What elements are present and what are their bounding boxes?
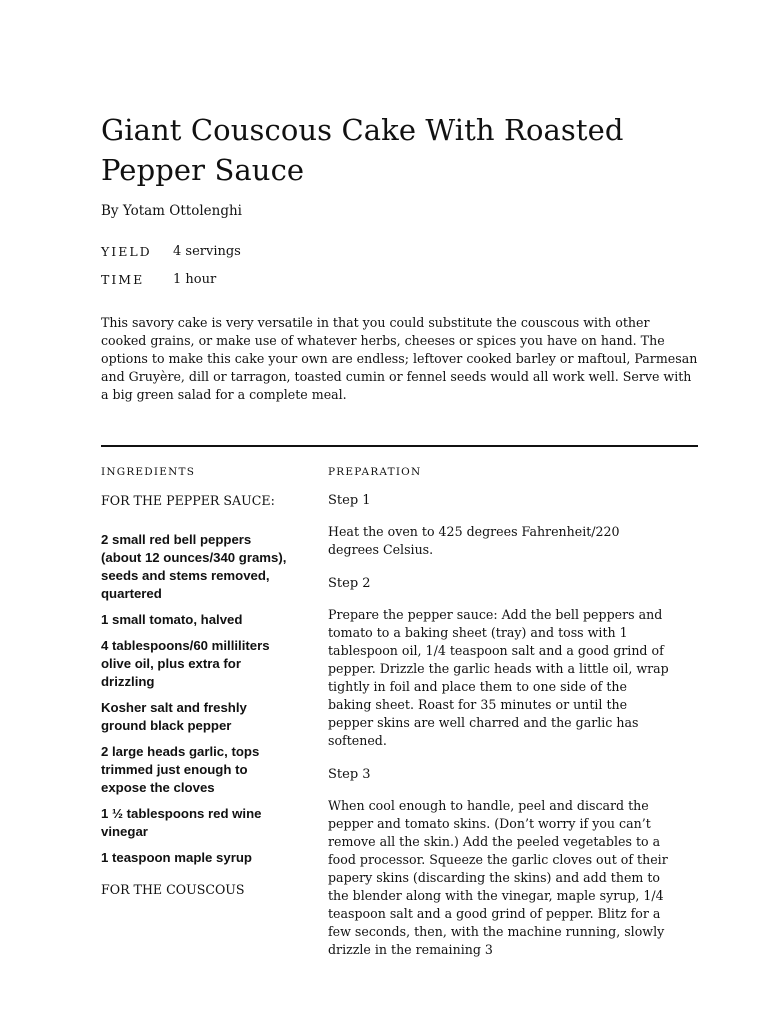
recipe-title: Giant Couscous Cake With Roasted Pepper Sauce [101, 113, 624, 187]
yield-value: 4 servings [173, 244, 241, 259]
preparation-column [328, 466, 673, 975]
recipe-byline: By Yotam Ottolenghi [101, 203, 242, 219]
time-label: TIME [101, 272, 145, 287]
preparation-heading: PREPARATION [328, 466, 422, 478]
ingredient-item: 1 small tomato, halved [101, 612, 243, 627]
yield-label: YIELD [101, 244, 152, 259]
ingredient-group-title: FOR THE PEPPER SAUCE: [101, 493, 275, 508]
time-row [101, 272, 216, 287]
step-title: Step 1 [328, 493, 371, 508]
yield-row [101, 244, 241, 259]
ingredient-group-title: FOR THE COUSCOUS [101, 882, 245, 897]
ingredient-item: 1 teaspoon maple syrup [101, 850, 252, 865]
ingredient-item: 4 tablespoons/60 milliliters olive oil, plus extra for drizzling [101, 638, 270, 689]
step-title: Step 3 [328, 767, 371, 782]
ingredient-item: 2 large heads garlic, tops trimmed just enough to expose the cloves [101, 744, 260, 795]
ingredient-item: 1 ½ tablespoons red wine vinegar [101, 806, 262, 839]
ingredient-item: Kosher salt and freshly ground black pepper [101, 700, 247, 733]
section-divider [101, 445, 698, 447]
step-text: Heat the oven to 425 degrees Fahrenheit/220 degrees Celsius. [328, 524, 620, 557]
step-text: When cool enough to handle, peel and discard the pepper and tomato skins. (Don’t worry if you can’t remove all the skin.) Add the peeled vegetables to a food processor. Squeeze the garlic cloves out of their papery skins (discarding the skins) and add them to the blender along with the vinegar, maple syrup, 1/4 teaspoon salt and a good grind of pepper. Blitz for a few seconds, then, with the machine running, slowly drizzle in the remaining 3 [328, 798, 668, 957]
step-text: Prepare the pepper sauce: Add the bell peppers and tomato to a baking sheet (tray) and toss with 1 tablespoon oil, 1/4 teaspoon salt and a good grind of pepper. Drizzle the garlic heads with a little oil, wrap tightly in foil and place them to one side of the baking sheet. Roast for 35 minutes or until the pepper skins are well charred and the garlic has softened. [328, 607, 669, 748]
ingredients-heading: INGREDIENTS [101, 466, 196, 478]
ingredient-item: 2 small red bell peppers (about 12 ounces/340 grams), seeds and stems removed, quartered [101, 532, 287, 601]
ingredients-column [101, 466, 291, 920]
step-title: Step 2 [328, 576, 371, 591]
time-value: 1 hour [173, 272, 217, 287]
recipe-intro: This savory cake is very versatile in that you could substitute the couscous with other cooked grains, or make use of whatever herbs, cheeses or spices you have on hand. The options to make this cake your own are endless; leftover cooked barley or maftoul, Parmesan and Gruyère, dill or tarragon, toasted cumin or fennel seeds would all work well. Serve with a big green salad for a complete meal. [101, 315, 698, 402]
